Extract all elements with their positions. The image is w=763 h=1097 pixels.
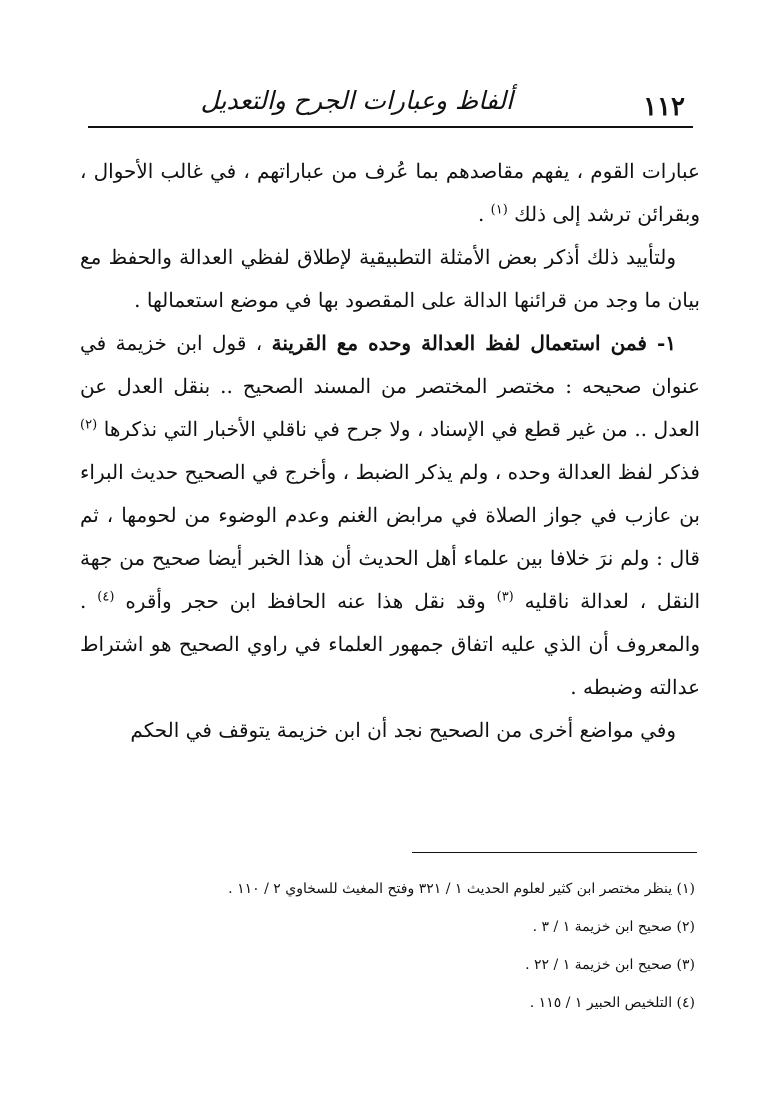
footnote-ref-3: (٣) (496, 589, 514, 605)
paragraph-3-text-c: وقد نقل هذا عنه الحافظ ابن حجر وأقره (114, 589, 497, 613)
footnote-ref-1: (١) (490, 202, 508, 218)
paragraph-3-text-a: ، قول ابن خزيمة في عنوان صحيحه : مختصر المختصر من المسند الصحيح .. بنقل العدل عن العدل .. من غير قطع في الإسناد ، ولا جرح في ناقلي الأخبار التي نذكرها (80, 331, 700, 441)
page-number: ١١٢ (643, 92, 685, 122)
footnote-2: (٢) صحيح ابن خزيمة ١ / ٣ . (532, 919, 695, 935)
bold-heading: فمن استعمال لفظ العدالة وحده مع القرينة (271, 331, 647, 355)
running-title: ألفاظ وعبارات الجرح والتعديل (200, 86, 513, 115)
footnote-1: (١) ينظر مختصر ابن كثير لعلوم الحديث ١ / ٣٢١ وفتح المغيث للسخاوي ٢ / ١١٠ . (228, 881, 695, 897)
paragraph-1 (80, 150, 700, 236)
footnote-ref-4: (٤) (97, 589, 115, 605)
footnote-divider (412, 852, 697, 853)
footnote-3: (٣) صحيح ابن خزيمة ١ / ٢٢ . (525, 957, 695, 973)
paragraph-1-end: . (477, 202, 491, 226)
item-number: ١- (646, 331, 676, 355)
paragraph-4: وفي مواضع أخرى من الصحيح نجد أن ابن خزيمة يتوقف في الحكم (130, 718, 676, 742)
paragraph-1-text: عبارات القوم ، يفهم مقاصدهم بما عُرف من عباراتهم ، في غالب الأحوال ، وبقرائن ترشد إلى ذلك (80, 159, 700, 226)
main-text (80, 150, 700, 752)
footnote-ref-2: (٢) (80, 417, 98, 433)
page-header (88, 82, 693, 128)
paragraph-3-text-d: . والمعروف أن الذي عليه اتفاق جمهور العلماء في راوي الصحيح هو اشتراط عدالته وضبطه . (80, 589, 700, 699)
paragraph-2: ولتأييد ذلك أذكر بعض الأمثلة التطبيقية لإطلاق لفظي العدالة والحفظ مع بيان ما وجد من قرائنها الدالة على المقصود بها في موضع استعمالها . (80, 245, 700, 312)
footnotes (100, 870, 695, 1022)
paragraph-3-text-b: فذكر لفظ العدالة وحده ، ولم يذكر الضبط ، وأخرج في الصحيح حديث البراء بن عازب في جواز الصلاة في مرابض الغنم وعدم الوضوء من لحومها ، ثم قال : ولم نرَ خلافا بين علماء أهل الحديث أن هذا الخبر أيضا صحيح من جهة النقل ، لعدالة ناقليه (80, 460, 701, 613)
paragraph-3 (80, 322, 700, 709)
footnote-4: (٤) التلخيص الحبير ١ / ١١٥ . (529, 995, 695, 1011)
